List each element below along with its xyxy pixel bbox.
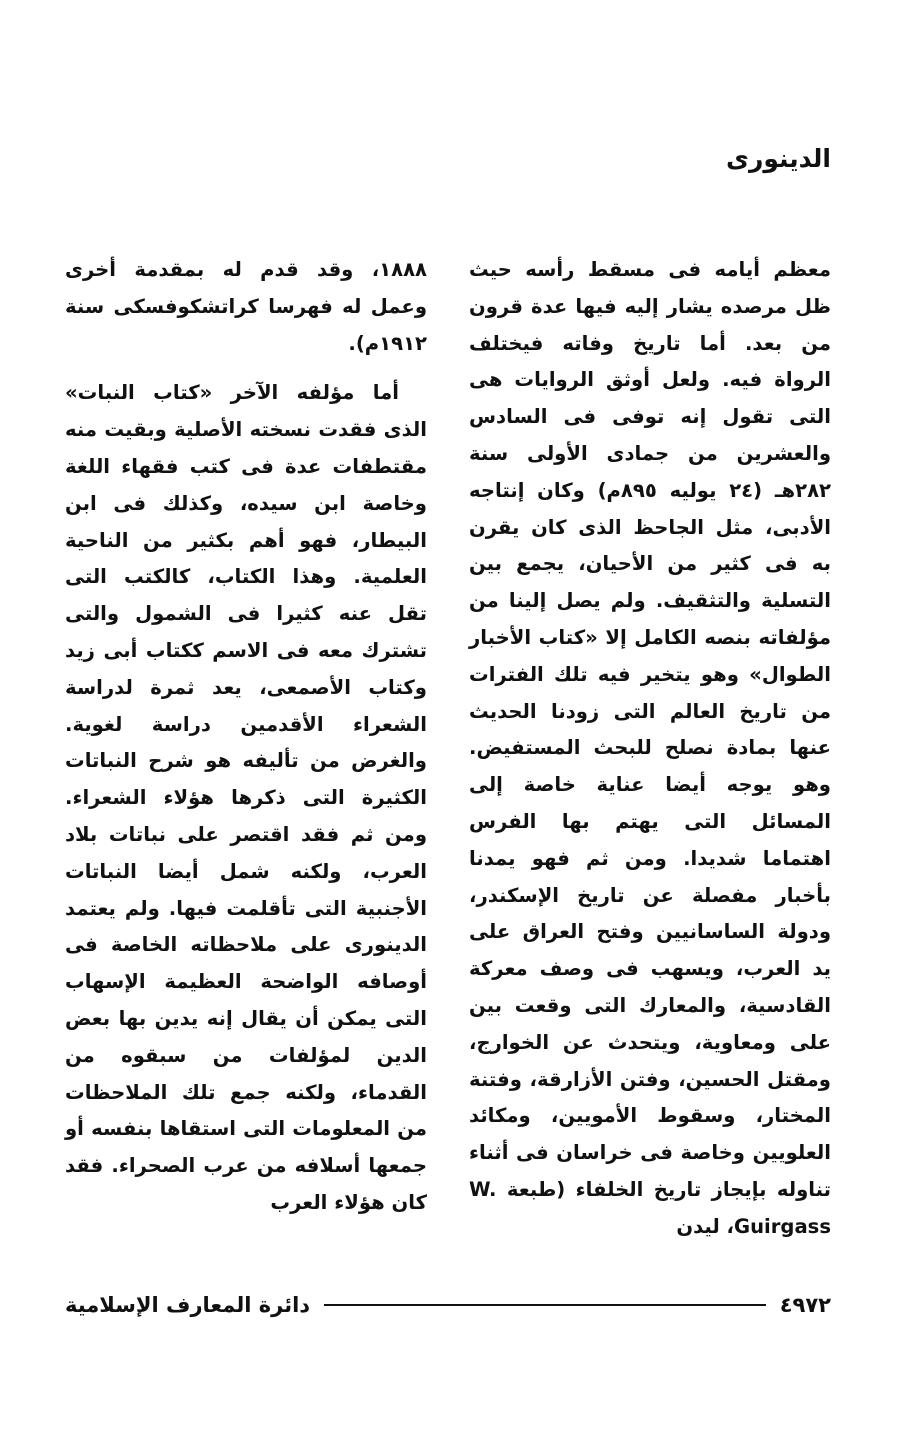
page-number: ٤٩٧٢ — [779, 1293, 831, 1317]
paragraph: معظم أيامه فى مسقط رأسه حيث ظل مرصده يشار إليه فيها عدة قرون من بعد. أما تاريخ وفاته فيختلف الرواة فيه. ولعل أوثق الروايات هى التى تقول إنه توفى فى السادس والعشرين من جمادى الأولى سنة ٢٨٢هـ (٢٤ يوليه ٨٩٥م) وكان إنتاجه الأدبى، مثل الجاحظ الذى كان يقرن به فى كثير من الأحيان، يجمع بين التسلية والتثقيف. ولم يصل إلينا من مؤلفاته بنصه الكامل إلا «كتاب الأخبار الطوال» وهو يتخير فيه تلك الفترات من تاريخ العالم التى زودنا الحديث عنها بمادة نصلح للبحث المستفيض. وهو يوجه أيضا عناية خاصة إلى المسائل التى يهتم بها الفرس اهتماما شديدا. ومن ثم فهو يمدنا بأخبار مفصلة عن تاريخ الإسكندر، ودولة الساسانيين وفتح العراق على يد العرب، ويسهب فى وصف معركة القادسية، والمعارك التى وقعت بين على ومعاوية، ويتحدث عن الخوارج، ومقتل الحسين، وفتن الأزارقة، وفتنة المختار، وسقوط الأمويين، ومكائد العلويين وخاصة فى خراسان فى أثناء تناوله بإيجاز تاريخ الخلفاء (طبعة W. Guirgass، ليدن — [469, 258, 832, 1238]
publication-title: دائرة المعارف الإسلامية — [65, 1293, 311, 1317]
paragraph: ١٨٨٨، وقد قدم له بمقدمة أخرى وعمل له فهرسا كراتشكوفسكى سنة ١٩١٢م). — [65, 258, 427, 355]
text-column-left — [65, 252, 427, 1222]
footer-rule — [324, 1304, 766, 1306]
running-title: الدينورى — [726, 144, 831, 173]
paragraph: أما مؤلفه الآخر «كتاب النبات» الذى فقدت نسخته الأصلية وبقيت منه مقتطفات عدة فى كتب فقهاء اللغة وخاصة ابن سيده، وكذلك فى ابن البيطار، فهو أهم بكثير من الناحية العلمية. وهذا الكتاب، كالكتب التى تقل عنه كثيرا فى الشمول والتى تشترك معه فى الاسم ككتاب أبى زيد وكتاب الأصمعى، يعد ثمرة لدراسة الشعراء الأقدمين دراسة لغوية. والغرض من تأليفه هو شرح النباتات الكثيرة التى ذكرها هؤلاء الشعراء. ومن ثم فقد اقتصر على نباتات بلاد العرب، ولكنه شمل أيضا النباتات الأجنبية التى تأقلمت فيها. ولم يعتمد الدينورى على ملاحظاته الخاصة فى أوصافه الواضحة العظيمة الإسهاب التى يمكن أن يقال إنه يدين بها بعض الدين لمؤلفات من سبقوه من القدماء، ولكنه جمع تلك الملاحظات من المعلومات التى استقاها بنفسه أو جمعها أسلافه من عرب الصحراء. فقد كان هؤلاء العرب — [65, 381, 427, 1214]
text-column-right — [469, 252, 831, 1246]
page-footer — [65, 1288, 831, 1322]
